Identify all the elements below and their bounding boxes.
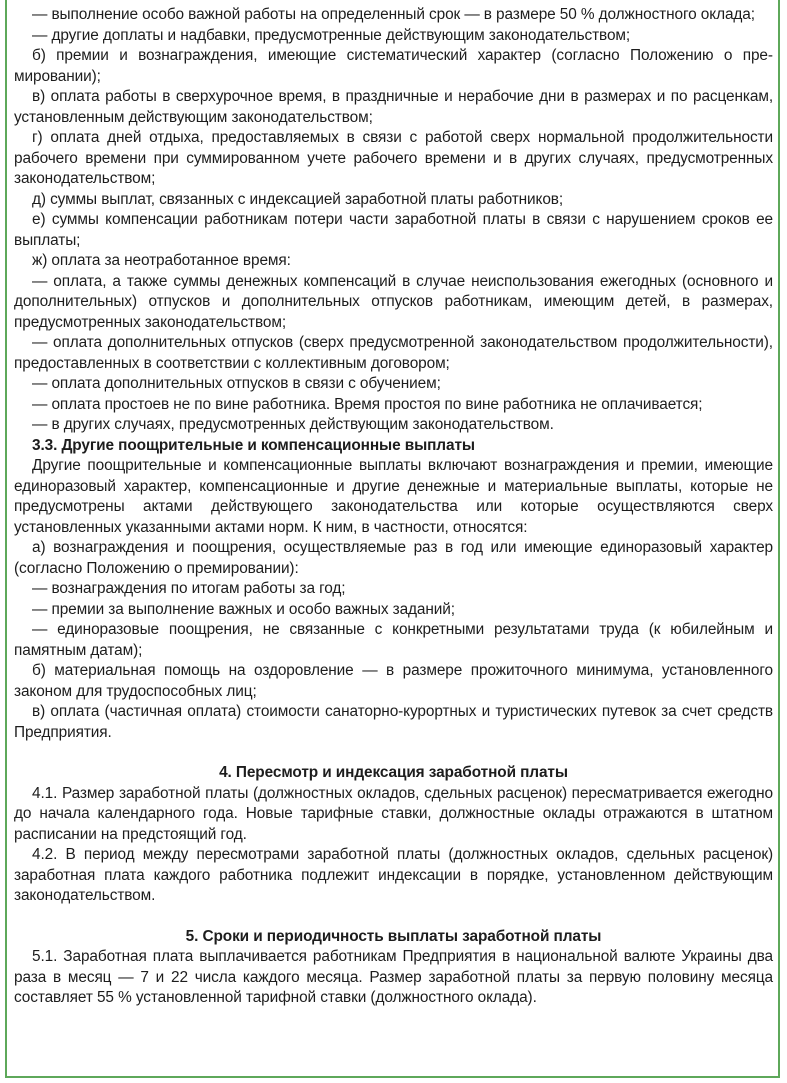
paragraph: а) вознаграждения и поощрения, осуществляемые раз в год или имеющие единоразовый характер (согласно Положению о премировании): [14,539,773,577]
paragraph: б) премии и вознаграждения, имеющие систематический характер (согласно Положению о премировании); [14,47,773,85]
document-body [14,5,773,1009]
section-heading-4: 4. Пересмотр и индексация заработной платы [219,764,568,781]
paragraph: в) оплата работы в сверхурочное время, в праздничные и нерабочие дни в размерах и по расценкам, установленным действующим законодательством; [14,88,773,126]
paragraph: — в других случаях, предусмотренных действующим законодательством. [32,416,554,433]
paragraph: в) оплата (частичная оплата) стоимости санаторно-курортных и туристических путевок за счет средств Предприятия. [14,703,773,741]
section-heading-5: 5. Сроки и периодичность выплаты заработной платы [185,927,602,945]
paragraph: е) суммы компенсации работникам потери части заработной платы в связи с нарушением сроков ее выплаты; [14,211,773,249]
paragraph: — оплата дополнительных отпусков в связи с обучением; [32,375,441,392]
paragraph: — вознаграждения по итогам работы за год; [32,580,346,597]
paragraph: — оплата дополнительных отпусков (сверх предусмотренной законодательством продолжительности), предоставленных в соответствии с коллективным договором; [14,334,773,372]
paragraph: — оплата, а также суммы денежных компенсаций в случае неиспользования ежегодных (основного и дополнительных) отпусков и дополнительных отпусков работникам, имеющим детей, в размерах, предусмотренных законодательством; [14,272,773,331]
paragraph: Другие поощрительные и компенсационные выплаты включают вознаграждения и премии, имеющие единоразовый характер, компенсационные и другие денежные и материальные выплаты, которые не предусмотрены актами действующего законодательства или которые осуществляются сверх установленных указанными актами норм. К ним, в частности, относятся: [14,457,773,536]
subsection-heading-3-3: 3.3. Другие поощрительные и компенсационные выплаты [32,436,475,454]
paragraph: 5.1. Заработная плата выплачивается работникам Предприятия в национальной валюте Украины два раза в месяц — 7 и 22 числа каждого месяца. Размер заработной платы за первую половину месяца составляет 55 % установленной тарифной ставки (должностного оклада). [14,948,773,1006]
paragraph: ж) оплата за неотработанное время: [32,252,291,269]
paragraph: — другие доплаты и надбавки, предусмотренные действующим законодательством; [32,26,631,44]
paragraph: — оплата простоев не по вине работника. Время простоя по вине работника не оплачивается; [32,395,703,413]
section-gap [14,907,773,927]
paragraph: — премии за выполнение важных и особо важных заданий; [32,600,455,618]
paragraph: 4.1. Размер заработной платы (должностных окладов, сдельных расценок) пересматривается ежегодно до начала календарного года. Новые тарифные ставки, должностные оклады отражаются в штатном расписании на предстоящий год. [14,784,773,843]
section-gap [14,743,773,763]
paragraph: г) оплата дней отдыха, предоставляемых в связи с работой сверх нормальной продолжительности рабочего времени при суммированном учете рабочего времени и в других случаях, предусмотренных законодательством; [14,129,773,187]
paragraph: д) суммы выплат, связанных с индексацией заработной платы работников; [32,190,564,208]
paragraph: — единоразовые поощрения, не связанные с конкретными результатами труда (к юбилейным и памятным датам); [14,621,773,659]
paragraph: б) материальная помощь на оздоровление — в размере прожиточного минимума, установленного законом для трудоспособных лиц; [14,662,773,700]
paragraph: 4.2. В период между пересмотрами заработной платы (должностных окладов, сдельных расценок) заработная плата каждого работника подлежит индексации в порядке, установленном действующим законодательством. [14,846,773,904]
paragraph: — выполнение особо важной работы на определенный срок — в размере 50 % должностного оклада; [32,6,755,23]
